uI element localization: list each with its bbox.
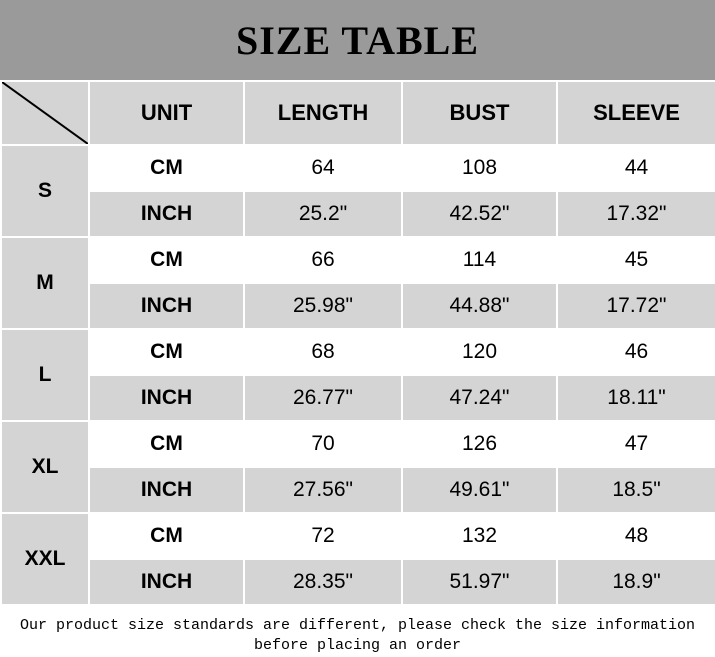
value-bust-xxl-cm: 132 bbox=[402, 513, 557, 559]
value-bust-m-cm: 114 bbox=[402, 237, 557, 283]
page-title: SIZE TABLE bbox=[235, 17, 480, 63]
value-sleeve-l-cm: 46 bbox=[557, 329, 715, 375]
value-bust-s-cm: 108 bbox=[402, 145, 557, 191]
table-row bbox=[1, 467, 715, 513]
column-header-bust: BUST bbox=[402, 81, 557, 145]
value-length-l-cm: 68 bbox=[244, 329, 402, 375]
value-bust-s-inch: 42.52" bbox=[402, 191, 557, 237]
unit-inch: INCH bbox=[89, 283, 244, 329]
value-length-xl-cm: 70 bbox=[244, 421, 402, 467]
value-sleeve-l-inch: 18.11" bbox=[557, 375, 715, 421]
value-bust-xxl-inch: 51.97" bbox=[402, 559, 557, 605]
table-row bbox=[1, 145, 715, 191]
value-sleeve-xxl-inch: 18.9" bbox=[557, 559, 715, 605]
table-row bbox=[1, 375, 715, 421]
footer-note bbox=[0, 610, 715, 657]
size-chart-table bbox=[0, 80, 715, 606]
value-length-m-inch: 25.98" bbox=[244, 283, 402, 329]
table-row bbox=[1, 191, 715, 237]
value-bust-xl-inch: 49.61" bbox=[402, 467, 557, 513]
unit-cm: CM bbox=[89, 421, 244, 467]
value-sleeve-xl-inch: 18.5" bbox=[557, 467, 715, 513]
size-label-xxl: XXL bbox=[1, 513, 89, 605]
value-bust-l-cm: 120 bbox=[402, 329, 557, 375]
column-header-unit: UNIT bbox=[89, 81, 244, 145]
diagonal-line-icon bbox=[2, 82, 88, 144]
value-length-xxl-inch: 28.35" bbox=[244, 559, 402, 605]
value-sleeve-m-inch: 17.72" bbox=[557, 283, 715, 329]
value-bust-m-inch: 44.88" bbox=[402, 283, 557, 329]
size-label-s: S bbox=[1, 145, 89, 237]
value-sleeve-xl-cm: 47 bbox=[557, 421, 715, 467]
value-length-s-cm: 64 bbox=[244, 145, 402, 191]
value-length-xxl-cm: 72 bbox=[244, 513, 402, 559]
footer-note-line2: before placing an order bbox=[253, 637, 462, 655]
unit-cm: CM bbox=[89, 145, 244, 191]
table-row bbox=[1, 237, 715, 283]
value-length-s-inch: 25.2" bbox=[244, 191, 402, 237]
value-sleeve-s-inch: 17.32" bbox=[557, 191, 715, 237]
table-row bbox=[1, 559, 715, 605]
table-header-row bbox=[1, 81, 715, 145]
title-band bbox=[0, 0, 715, 80]
column-header-sleeve: SLEEVE bbox=[557, 81, 715, 145]
unit-inch: INCH bbox=[89, 375, 244, 421]
value-length-m-cm: 66 bbox=[244, 237, 402, 283]
unit-inch: INCH bbox=[89, 559, 244, 605]
unit-cm: CM bbox=[89, 329, 244, 375]
column-header-length: LENGTH bbox=[244, 81, 402, 145]
corner-diagonal-cell bbox=[1, 81, 89, 145]
value-bust-l-inch: 47.24" bbox=[402, 375, 557, 421]
value-bust-xl-cm: 126 bbox=[402, 421, 557, 467]
size-label-xl: XL bbox=[1, 421, 89, 513]
unit-cm: CM bbox=[89, 237, 244, 283]
value-length-l-inch: 26.77" bbox=[244, 375, 402, 421]
value-sleeve-m-cm: 45 bbox=[557, 237, 715, 283]
size-label-l: L bbox=[1, 329, 89, 421]
unit-cm: CM bbox=[89, 513, 244, 559]
table-row bbox=[1, 329, 715, 375]
unit-inch: INCH bbox=[89, 191, 244, 237]
size-label-m: M bbox=[1, 237, 89, 329]
value-sleeve-xxl-cm: 48 bbox=[557, 513, 715, 559]
value-sleeve-s-cm: 44 bbox=[557, 145, 715, 191]
unit-inch: INCH bbox=[89, 467, 244, 513]
table-row bbox=[1, 513, 715, 559]
value-length-xl-inch: 27.56" bbox=[244, 467, 402, 513]
footer-note-line1: Our product size standards are different, please check the size information bbox=[19, 617, 696, 634]
table-row bbox=[1, 283, 715, 329]
table-row bbox=[1, 421, 715, 467]
